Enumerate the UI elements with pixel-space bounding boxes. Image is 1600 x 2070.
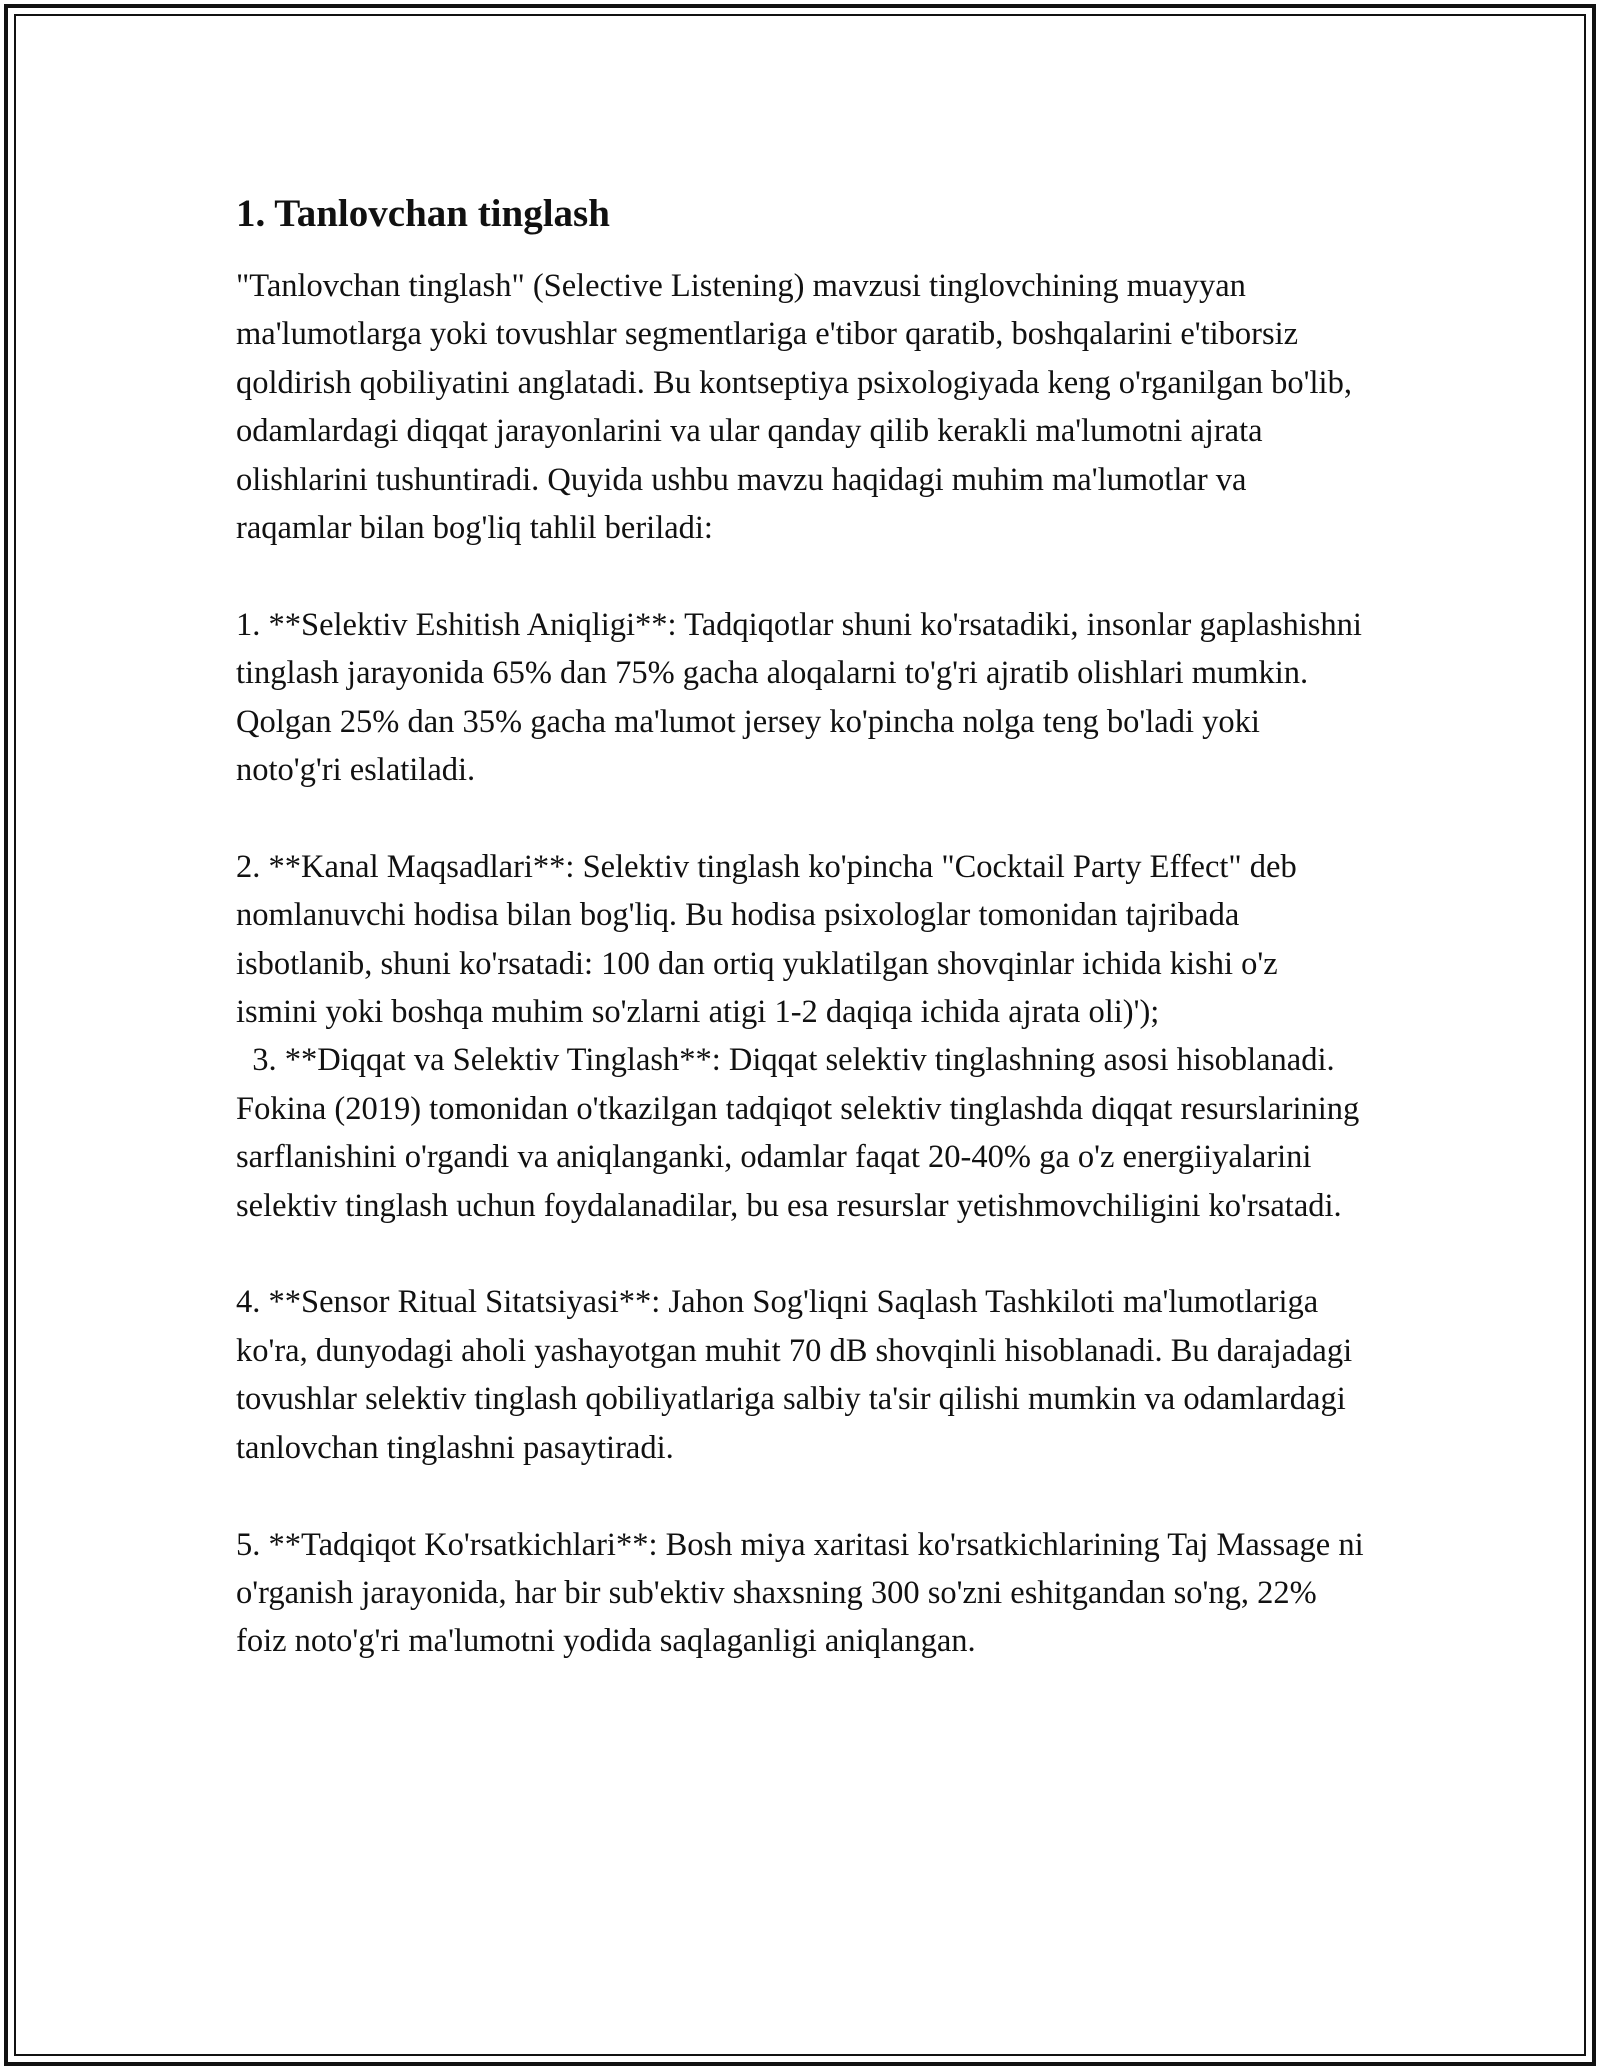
list-item-3: 3. **Diqqat va Selektiv Tinglash**: Diqqat selektiv tinglashning asosi hisoblanadi. Fokina (2019) tomonidan o'tkazilgan tadqiqot selektiv tinglashda diqqat resurslarining sarflanishini o'rgandi va aniqlanganki, odamlar faqat 20-40% ga o'z energiiyalarini selektiv tinglash uchun foydalanadilar, bu esa resurslar yetishmovchiligini ko'rsatadi. xyxy=(236,1042,1368,1224)
list-item-5: 5. **Tadqiqot Ko'rsatkichlari**: Bosh miya xaritasi ko'rsatkichlarining Taj Massage ni o'rganish jarayonida, har bir sub'ektiv shaxsning 300 so'zni eshitgandan so'ng, 22% foiz noto'g'ri ma'lumotni yodida saqlaganligi aniqlangan. xyxy=(236,1526,1372,1660)
list-item-2: 2. **Kanal Maqsadlari**: Selektiv tinglash ko'pincha "Cocktail Party Effect" deb nomlanuvchi hodisa bilan bog'liq. Bu hodisa psixologlar tomonidan tajribada isbotlanib, shuni ko'rsatadi: 100 dan ortiq yuklatilgan shovqinlar ichida kishi o'z ismini yoki boshqa muhim so'zlarni atigi 1-2 daqiqa ichida ajrata oli)'); xyxy=(236,848,1305,1031)
paragraph-spacer xyxy=(236,794,1366,842)
list-item-1: 1. **Selektiv Eshitish Aniqligi**: Tadqiqotlar shuni ko'rsatadiki, insonlar gaplashishni tinglash jarayonida 65% dan 75% gacha aloqalarni to'g'ri ajratib olishlari mumkin. Qolgan 25% dan 35% gacha ma'lumot jersey ko'pincha nolga teng bo'ladi yoki noto'g'ri eslatiladi. xyxy=(236,606,1371,789)
list-item-4: 4. **Sensor Ritual Sitatsiyasi**: Jahon Sog'liqni Saqlash Tashkiloti ma'lumotlariga ko'ra, dunyodagi aholi yashayotgan muhit 70 dB shovqinli hisoblanadi. Bu darajadagi tovushlar selektiv tinglash qobiliyatlariga salbiy ta'sir qilishi mumkin va odamlardagi tanlovchan tinglashni pasaytiradi. xyxy=(236,1284,1361,1466)
paragraph-spacer xyxy=(236,1230,1366,1278)
intro-paragraph: "Tanlovchan tinglash" (Selective Listening) mavzusi tinglovchining muayyan ma'lumotlarga yoki tovushlar segmentlariga e'tibor qaratib, boshqalarini e'tiborsiz qoldirish qobiliyatini anglatadi. Bu kontseptiya psixologiyada keng o'rganilgan bo'lib, odamlardagi diqqat jarayonlarini va ular qanday qilib kerakli ma'lumotni ajrata olishlarini tushuntiradi. Quyida ushbu mavzu haqidagi muhim ma'lumotlar va raqamlar bilan bog'liq tahlil beriladi: xyxy=(236,268,1361,547)
document-body xyxy=(236,182,1372,1666)
section-heading: 1. Tanlovchan tinglash xyxy=(236,192,610,235)
paragraph-spacer xyxy=(236,1472,1366,1520)
paragraph-spacer xyxy=(236,552,1366,600)
